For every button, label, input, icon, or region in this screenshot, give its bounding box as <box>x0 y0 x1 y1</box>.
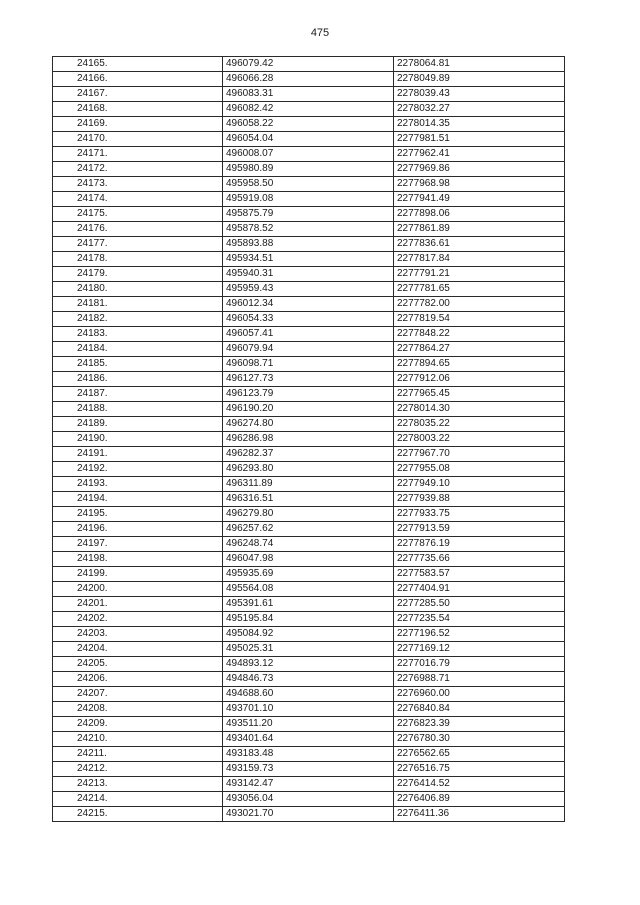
point-number-cell: 24185. <box>53 357 223 372</box>
x-coordinate-cell: 496054.04 <box>223 132 394 147</box>
table-row <box>53 687 565 702</box>
point-number-cell: 24169. <box>53 117 223 132</box>
x-coordinate-cell: 495959.43 <box>223 282 394 297</box>
y-coordinate-cell: 2278014.35 <box>394 117 565 132</box>
point-number-cell: 24211. <box>53 747 223 762</box>
table-row <box>53 462 565 477</box>
y-coordinate-cell: 2277955.08 <box>394 462 565 477</box>
table-row <box>53 732 565 747</box>
point-number-cell: 24194. <box>53 492 223 507</box>
y-coordinate-cell: 2278014.30 <box>394 402 565 417</box>
point-number-cell: 24179. <box>53 267 223 282</box>
table-row <box>53 297 565 312</box>
y-coordinate-cell: 2277861.89 <box>394 222 565 237</box>
point-number-cell: 24207. <box>53 687 223 702</box>
point-number-cell: 24191. <box>53 447 223 462</box>
x-coordinate-cell: 493401.64 <box>223 732 394 747</box>
point-number-cell: 24189. <box>53 417 223 432</box>
x-coordinate-cell: 496083.31 <box>223 87 394 102</box>
x-coordinate-cell: 493701.10 <box>223 702 394 717</box>
x-coordinate-cell: 496282.37 <box>223 447 394 462</box>
x-coordinate-cell: 495878.52 <box>223 222 394 237</box>
point-number-cell: 24188. <box>53 402 223 417</box>
point-number-cell: 24180. <box>53 282 223 297</box>
point-number-cell: 24199. <box>53 567 223 582</box>
x-coordinate-cell: 494893.12 <box>223 657 394 672</box>
y-coordinate-cell: 2278064.81 <box>394 57 565 72</box>
table-row <box>53 717 565 732</box>
y-coordinate-cell: 2277941.49 <box>394 192 565 207</box>
y-coordinate-cell: 2277913.59 <box>394 522 565 537</box>
table-row <box>53 612 565 627</box>
table-row <box>53 312 565 327</box>
x-coordinate-cell: 496316.51 <box>223 492 394 507</box>
x-coordinate-cell: 496047.98 <box>223 552 394 567</box>
point-number-cell: 24171. <box>53 147 223 162</box>
point-number-cell: 24181. <box>53 297 223 312</box>
point-number-cell: 24214. <box>53 792 223 807</box>
point-number-cell: 24184. <box>53 342 223 357</box>
coordinates-table-body <box>53 57 565 822</box>
y-coordinate-cell: 2277949.10 <box>394 477 565 492</box>
table-row <box>53 87 565 102</box>
y-coordinate-cell: 2276411.36 <box>394 807 565 822</box>
x-coordinate-cell: 495935.69 <box>223 567 394 582</box>
y-coordinate-cell: 2277968.98 <box>394 177 565 192</box>
x-coordinate-cell: 496054.33 <box>223 312 394 327</box>
table-row <box>53 327 565 342</box>
point-number-cell: 24178. <box>53 252 223 267</box>
x-coordinate-cell: 493183.48 <box>223 747 394 762</box>
x-coordinate-cell: 495025.31 <box>223 642 394 657</box>
table-row <box>53 147 565 162</box>
y-coordinate-cell: 2276823.39 <box>394 717 565 732</box>
table-row <box>53 132 565 147</box>
x-coordinate-cell: 496098.71 <box>223 357 394 372</box>
point-number-cell: 24173. <box>53 177 223 192</box>
x-coordinate-cell: 496127.73 <box>223 372 394 387</box>
y-coordinate-cell: 2277735.66 <box>394 552 565 567</box>
table-row <box>53 342 565 357</box>
x-coordinate-cell: 496190.20 <box>223 402 394 417</box>
point-number-cell: 24203. <box>53 627 223 642</box>
point-number-cell: 24167. <box>53 87 223 102</box>
point-number-cell: 24166. <box>53 72 223 87</box>
x-coordinate-cell: 496058.22 <box>223 117 394 132</box>
table-row <box>53 372 565 387</box>
x-coordinate-cell: 496293.80 <box>223 462 394 477</box>
point-number-cell: 24206. <box>53 672 223 687</box>
point-number-cell: 24168. <box>53 102 223 117</box>
table-row <box>53 657 565 672</box>
coordinates-table <box>52 56 565 822</box>
y-coordinate-cell: 2277836.61 <box>394 237 565 252</box>
table-row <box>53 522 565 537</box>
table-row <box>53 477 565 492</box>
table-row <box>53 207 565 222</box>
x-coordinate-cell: 495934.51 <box>223 252 394 267</box>
table-row <box>53 627 565 642</box>
x-coordinate-cell: 496274.80 <box>223 417 394 432</box>
y-coordinate-cell: 2276562.65 <box>394 747 565 762</box>
y-coordinate-cell: 2276516.75 <box>394 762 565 777</box>
table-row <box>53 417 565 432</box>
point-number-cell: 24215. <box>53 807 223 822</box>
x-coordinate-cell: 496008.07 <box>223 147 394 162</box>
table-row <box>53 747 565 762</box>
point-number-cell: 24196. <box>53 522 223 537</box>
x-coordinate-cell: 496248.74 <box>223 537 394 552</box>
x-coordinate-cell: 496279.80 <box>223 507 394 522</box>
table-row <box>53 492 565 507</box>
y-coordinate-cell: 2276988.71 <box>394 672 565 687</box>
point-number-cell: 24187. <box>53 387 223 402</box>
x-coordinate-cell: 495875.79 <box>223 207 394 222</box>
point-number-cell: 24177. <box>53 237 223 252</box>
x-coordinate-cell: 493159.73 <box>223 762 394 777</box>
point-number-cell: 24176. <box>53 222 223 237</box>
x-coordinate-cell: 496057.41 <box>223 327 394 342</box>
x-coordinate-cell: 495919.08 <box>223 192 394 207</box>
table-row <box>53 567 565 582</box>
y-coordinate-cell: 2276406.89 <box>394 792 565 807</box>
y-coordinate-cell: 2277933.75 <box>394 507 565 522</box>
page-number: 475 <box>310 27 330 39</box>
x-coordinate-cell: 496066.28 <box>223 72 394 87</box>
table-row <box>53 642 565 657</box>
point-number-cell: 24175. <box>53 207 223 222</box>
point-number-cell: 24195. <box>53 507 223 522</box>
y-coordinate-cell: 2277285.50 <box>394 597 565 612</box>
table-row <box>53 672 565 687</box>
table-row <box>53 222 565 237</box>
x-coordinate-cell: 494846.73 <box>223 672 394 687</box>
point-number-cell: 24190. <box>53 432 223 447</box>
point-number-cell: 24209. <box>53 717 223 732</box>
point-number-cell: 24204. <box>53 642 223 657</box>
table-row <box>53 597 565 612</box>
x-coordinate-cell: 495391.61 <box>223 597 394 612</box>
table-row <box>53 267 565 282</box>
table-row <box>53 162 565 177</box>
y-coordinate-cell: 2276414.52 <box>394 777 565 792</box>
point-number-cell: 24202. <box>53 612 223 627</box>
point-number-cell: 24192. <box>53 462 223 477</box>
point-number-cell: 24213. <box>53 777 223 792</box>
x-coordinate-cell: 496012.34 <box>223 297 394 312</box>
x-coordinate-cell: 495958.50 <box>223 177 394 192</box>
point-number-cell: 24172. <box>53 162 223 177</box>
point-number-cell: 24165. <box>53 57 223 72</box>
point-number-cell: 24174. <box>53 192 223 207</box>
x-coordinate-cell: 496123.79 <box>223 387 394 402</box>
table-row <box>53 252 565 267</box>
x-coordinate-cell: 493056.04 <box>223 792 394 807</box>
y-coordinate-cell: 2277969.86 <box>394 162 565 177</box>
table-row <box>53 102 565 117</box>
y-coordinate-cell: 2278032.27 <box>394 102 565 117</box>
x-coordinate-cell: 495980.89 <box>223 162 394 177</box>
x-coordinate-cell: 495195.84 <box>223 612 394 627</box>
x-coordinate-cell: 495564.08 <box>223 582 394 597</box>
point-number-cell: 24210. <box>53 732 223 747</box>
x-coordinate-cell: 496082.42 <box>223 102 394 117</box>
table-row <box>53 432 565 447</box>
y-coordinate-cell: 2278049.89 <box>394 72 565 87</box>
table-row <box>53 72 565 87</box>
x-coordinate-cell: 495893.88 <box>223 237 394 252</box>
table-row <box>53 402 565 417</box>
y-coordinate-cell: 2277819.54 <box>394 312 565 327</box>
y-coordinate-cell: 2277781.65 <box>394 282 565 297</box>
table-row <box>53 762 565 777</box>
x-coordinate-cell: 493511.20 <box>223 717 394 732</box>
point-number-cell: 24197. <box>53 537 223 552</box>
y-coordinate-cell: 2277016.79 <box>394 657 565 672</box>
table-row <box>53 192 565 207</box>
point-number-cell: 24182. <box>53 312 223 327</box>
y-coordinate-cell: 2277965.45 <box>394 387 565 402</box>
y-coordinate-cell: 2277583.57 <box>394 567 565 582</box>
y-coordinate-cell: 2277196.52 <box>394 627 565 642</box>
x-coordinate-cell: 494688.60 <box>223 687 394 702</box>
y-coordinate-cell: 2277169.12 <box>394 642 565 657</box>
y-coordinate-cell: 2277962.41 <box>394 147 565 162</box>
table-row <box>53 387 565 402</box>
x-coordinate-cell: 496311.89 <box>223 477 394 492</box>
table-row <box>53 777 565 792</box>
point-number-cell: 24208. <box>53 702 223 717</box>
y-coordinate-cell: 2277894.65 <box>394 357 565 372</box>
x-coordinate-cell: 493142.47 <box>223 777 394 792</box>
table-row <box>53 282 565 297</box>
x-coordinate-cell: 495084.92 <box>223 627 394 642</box>
y-coordinate-cell: 2277791.21 <box>394 267 565 282</box>
y-coordinate-cell: 2277898.06 <box>394 207 565 222</box>
x-coordinate-cell: 496079.94 <box>223 342 394 357</box>
point-number-cell: 24170. <box>53 132 223 147</box>
y-coordinate-cell: 2277404.91 <box>394 582 565 597</box>
y-coordinate-cell: 2276780.30 <box>394 732 565 747</box>
table-row <box>53 117 565 132</box>
y-coordinate-cell: 2277912.06 <box>394 372 565 387</box>
table-row <box>53 552 565 567</box>
y-coordinate-cell: 2277876.19 <box>394 537 565 552</box>
y-coordinate-cell: 2277782.00 <box>394 297 565 312</box>
y-coordinate-cell: 2276840.84 <box>394 702 565 717</box>
y-coordinate-cell: 2278003.22 <box>394 432 565 447</box>
x-coordinate-cell: 495940.31 <box>223 267 394 282</box>
y-coordinate-cell: 2276960.00 <box>394 687 565 702</box>
y-coordinate-cell: 2277939.88 <box>394 492 565 507</box>
table-row <box>53 807 565 822</box>
table-row <box>53 237 565 252</box>
x-coordinate-cell: 496257.62 <box>223 522 394 537</box>
table-row <box>53 57 565 72</box>
table-row <box>53 792 565 807</box>
table-row <box>53 702 565 717</box>
point-number-cell: 24186. <box>53 372 223 387</box>
point-number-cell: 24198. <box>53 552 223 567</box>
x-coordinate-cell: 496286.98 <box>223 432 394 447</box>
y-coordinate-cell: 2277235.54 <box>394 612 565 627</box>
x-coordinate-cell: 493021.70 <box>223 807 394 822</box>
y-coordinate-cell: 2277967.70 <box>394 447 565 462</box>
point-number-cell: 24201. <box>53 597 223 612</box>
point-number-cell: 24193. <box>53 477 223 492</box>
table-row <box>53 357 565 372</box>
point-number-cell: 24205. <box>53 657 223 672</box>
table-row <box>53 537 565 552</box>
point-number-cell: 24183. <box>53 327 223 342</box>
y-coordinate-cell: 2277981.51 <box>394 132 565 147</box>
table-row <box>53 507 565 522</box>
y-coordinate-cell: 2278039.43 <box>394 87 565 102</box>
x-coordinate-cell: 496079.42 <box>223 57 394 72</box>
table-row <box>53 582 565 597</box>
point-number-cell: 24212. <box>53 762 223 777</box>
point-number-cell: 24200. <box>53 582 223 597</box>
y-coordinate-cell: 2277817.84 <box>394 252 565 267</box>
y-coordinate-cell: 2277848.22 <box>394 327 565 342</box>
table-row <box>53 177 565 192</box>
y-coordinate-cell: 2277864.27 <box>394 342 565 357</box>
y-coordinate-cell: 2278035.22 <box>394 417 565 432</box>
table-row <box>53 447 565 462</box>
